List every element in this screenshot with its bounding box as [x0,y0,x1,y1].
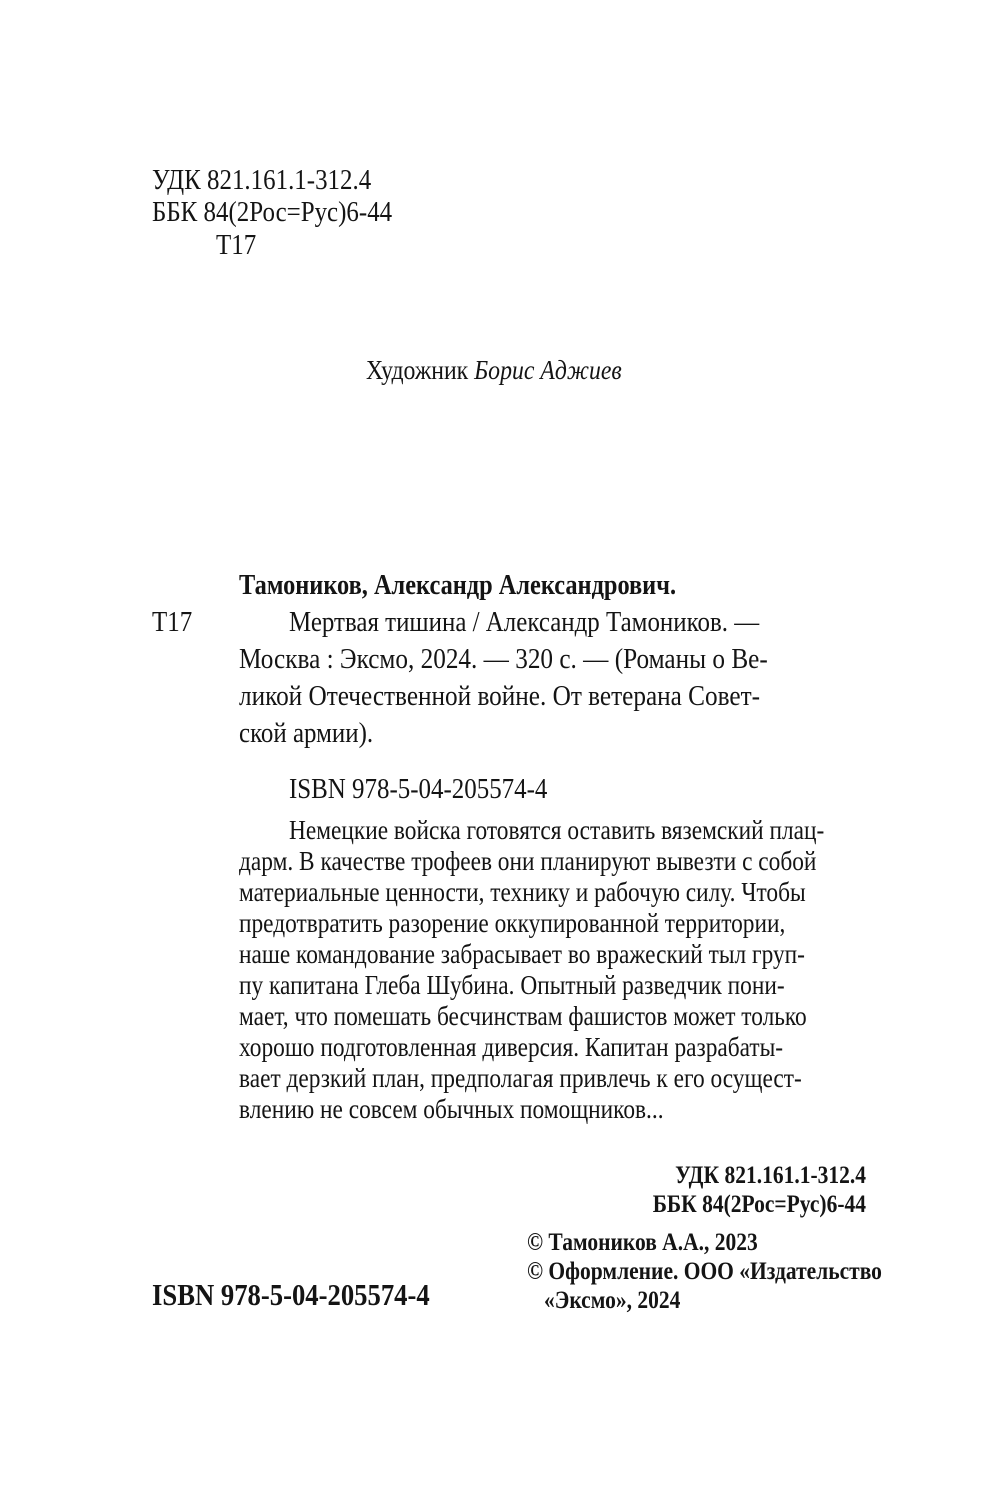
copyright-publisher: «Эксмо», 2024 [544,1287,681,1314]
annotation-line: наше командование забрасывает во вражеский тыл груп- [239,939,805,969]
annotation-line: мает, что помешать бесчинствам фашистов может только [239,1001,807,1031]
catalog-mark: Т17 [152,606,193,638]
annotation-line: предотвратить разорение оккупированной территории, [239,908,786,938]
author-mark: Т17 [216,229,257,261]
bottom-bbk-code: ББК 84(2Рос=Рус)6-44 [652,1191,866,1218]
illustrator-credit [366,354,657,386]
annotation-line: хорошо подготовленная диверсия. Капитан разрабаты- [239,1032,784,1062]
bottom-udk-code: УДК 821.161.1-312.4 [675,1162,866,1189]
bottom-isbn: ISBN 978-5-04-205574-4 [152,1277,430,1312]
catalog-isbn: ISBN 978-5-04-205574-4 [289,773,548,805]
annotation-line: материальные ценности, технику и рабочую силу. Чтобы [239,877,806,907]
catalog-description-line: Москва : Эксмо, 2024. — 320 с. — (Романы о Ве- [239,643,768,675]
copyright-design: © Оформление. ООО «Издательство [527,1258,882,1285]
annotation-line: пу капитана Глеба Шубина. Опытный разведчик пони- [239,970,785,1000]
annotation-line: Немецкие войска готовятся оставить вяземский плац- [289,815,825,845]
copyright-author: © Тамоников А.А., 2023 [527,1229,758,1256]
catalog-description-line: ликой Отечественной войне. От ветерана Совет- [239,680,761,712]
catalog-description-line: Мертвая тишина / Александр Тамоников. — [289,606,760,638]
annotation-line: дарм. В качестве трофеев они планируют вывезти с собой [239,846,817,876]
illustrator-name: Борис Аджиев [474,355,622,385]
author-heading: Тамоников, Александр Александрович. [239,569,677,601]
catalog-description-line: ской армии). [239,717,374,749]
annotation-line: вает дерзкий план, предполагая привлечь к его осущест- [239,1063,802,1093]
annotation-line: влению не совсем обычных помощников... [239,1094,664,1124]
udk-code: УДК 821.161.1-312.4 [152,164,372,196]
illustrator-label: Художник [366,355,469,385]
bbk-code: ББК 84(2Рос=Рус)6-44 [152,196,393,228]
